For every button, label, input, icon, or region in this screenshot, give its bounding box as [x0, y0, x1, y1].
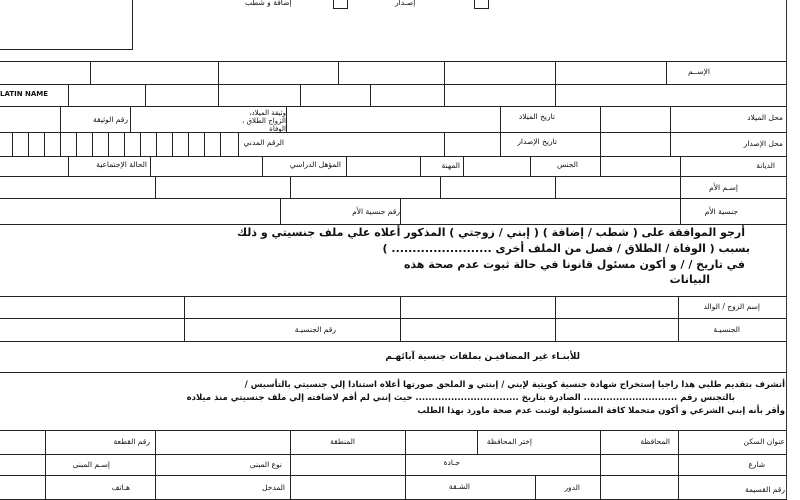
grid-line — [76, 132, 77, 156]
issue-checkbox[interactable] — [474, 0, 489, 9]
grid-line — [680, 176, 681, 198]
grid-line — [0, 106, 786, 107]
grid-line — [60, 132, 61, 156]
children-note: للأبنـاء غير المضافيـن بملفات جنسية آبائهـم — [385, 352, 580, 362]
mother-nationality-number-label: رقم جنسية الأم — [352, 207, 400, 216]
grid-line — [108, 132, 109, 156]
grid-line — [45, 430, 46, 500]
grid-line — [0, 475, 786, 476]
grid-line — [0, 198, 786, 199]
document-type-label: وثيقة الميلاد، الزواج الطلاق ، الوفاة — [242, 109, 286, 133]
grid-line — [463, 156, 464, 176]
grid-line — [0, 132, 786, 133]
grid-line — [60, 106, 61, 132]
grid-line — [0, 156, 786, 157]
grid-line — [555, 84, 556, 106]
education-label: المؤهل الدراسي — [289, 160, 341, 169]
document-number-label: رقم الوثيقة — [93, 115, 128, 124]
gender-label: الجنس — [556, 160, 578, 169]
grid-line — [530, 156, 531, 176]
governorate-select-label[interactable]: إختر المحافظة — [486, 437, 532, 446]
grid-line — [290, 430, 291, 500]
grid-line — [0, 372, 786, 373]
grid-line — [680, 198, 681, 224]
avenue-label: جـادة — [443, 458, 460, 467]
request-line-4: البيانات — [669, 273, 710, 286]
apartment-label: الشـقة — [448, 482, 470, 491]
grid-line — [220, 132, 221, 156]
grid-line — [172, 132, 173, 156]
building-type-label: نوع المبنى — [249, 460, 282, 469]
grid-line — [124, 132, 125, 156]
grid-line — [400, 198, 401, 224]
grid-line — [680, 156, 681, 176]
request-line-2: بسبب ( الوفاة / الطلاق / فصل من الملف أخرى ........................ ) — [382, 242, 750, 255]
marital-status-label: الحالة الإجتماعية — [96, 160, 147, 169]
address-label: عنوان السكن — [743, 437, 785, 446]
grid-line — [204, 132, 205, 156]
grid-line — [90, 61, 91, 84]
job-label: المهنة — [441, 161, 460, 170]
form-right-border — [786, 0, 787, 500]
declaration-line-1: أتشرف بتقديم طلبي هذا راجيا إستخراج شهادة جنسية كويتية لإبني / إبنتي و الملحق صورتها أعلاه استنادا إلي جنسيتي بالتأسيس / — [244, 380, 785, 390]
grid-line — [338, 61, 339, 84]
civil-id-label: الرقم المدني — [243, 138, 284, 147]
issue-date-label: تاريخ الإصدار — [517, 137, 557, 146]
grid-line — [155, 176, 156, 198]
grid-line — [405, 430, 406, 500]
grid-line — [444, 61, 445, 84]
grid-line — [238, 132, 239, 156]
grid-line — [218, 61, 219, 84]
grid-line — [0, 454, 786, 455]
mother-nationality-label: جنسية الأم — [704, 207, 738, 216]
grid-line — [670, 106, 671, 132]
grid-line — [500, 132, 501, 156]
grid-line — [0, 84, 786, 85]
grid-line — [555, 296, 556, 341]
mother-name-label: إسـم الأم — [709, 183, 738, 192]
grid-line — [0, 61, 786, 62]
grid-line — [12, 132, 13, 156]
grid-line — [555, 176, 556, 198]
guardian-nationality-label: الجنسيـة — [713, 325, 740, 334]
grid-line — [0, 318, 786, 319]
floor-label: الدور — [564, 483, 580, 492]
grid-line — [444, 132, 445, 156]
grid-line — [0, 341, 786, 342]
name-label: الإســم — [687, 67, 710, 76]
grid-line — [145, 84, 146, 106]
entrance-label: المدخل — [262, 483, 285, 492]
plot-number-label: رقم القطعة — [113, 437, 150, 446]
latin-name-label: LATIN NAME — [0, 90, 49, 98]
phone-label: هـاتف — [111, 483, 130, 492]
grid-line — [156, 132, 157, 156]
grid-line — [535, 475, 536, 500]
grid-line — [0, 176, 786, 177]
grid-line — [155, 430, 156, 500]
grid-line — [188, 132, 189, 156]
governorate-label: المحافظة — [640, 437, 670, 446]
grid-line — [28, 132, 29, 156]
grid-line — [678, 430, 679, 500]
grid-line — [670, 132, 671, 156]
area-label: المنطقة — [330, 437, 355, 446]
grid-line — [262, 156, 263, 176]
grid-line — [346, 156, 347, 176]
declaration-line-2: بالتجنس رقم ............................. الصادرة بتاريخ ................................ حيث إنني لم أقم لاضافته إلي ملف جنسيتي منذ ميلاده — [186, 393, 735, 403]
grid-line — [130, 106, 131, 132]
grid-line — [666, 61, 667, 84]
grid-line — [477, 430, 478, 454]
request-line-3: في تاريخ / / و أكون مسئول قانونا في حالة ثبوت عدم صحة هذه — [403, 258, 745, 271]
photo-box — [0, 0, 133, 50]
grid-line — [500, 106, 501, 132]
add-delete-checkbox[interactable] — [333, 0, 348, 9]
building-name-label: إسـم المبنى — [72, 460, 110, 469]
grid-line — [92, 132, 93, 156]
grid-line — [678, 296, 679, 341]
grid-line — [370, 84, 371, 106]
grid-line — [44, 132, 45, 156]
grid-line — [600, 132, 601, 156]
grid-line — [140, 132, 141, 156]
grid-line — [286, 106, 287, 132]
request-line-1: أرجو الموافقة على ( شطب / إضافة ) ( إبني / زوجتي ) المذكور أعلاه علي ملف جنسيتي و ذلك — [236, 226, 745, 239]
grid-line — [600, 430, 601, 500]
grid-line — [0, 430, 786, 431]
street-label: شارع — [748, 460, 765, 469]
grid-line — [68, 156, 69, 176]
birth-date-label: تاريخ الميلاد — [518, 112, 555, 121]
issue-option-label: إصـدار — [395, 0, 416, 7]
grid-line — [444, 84, 445, 106]
religion-label: الديانة — [756, 161, 775, 170]
grid-line — [0, 296, 786, 297]
grid-line — [150, 156, 151, 176]
grid-line — [600, 106, 601, 132]
guardian-name-label: إسم الزوج / الوالد — [703, 302, 760, 311]
grid-line — [300, 84, 301, 106]
birth-place-label: محل الميلاد — [747, 113, 783, 122]
grid-line — [555, 61, 556, 84]
grid-line — [600, 156, 601, 176]
grid-line — [280, 198, 281, 224]
grid-line — [290, 176, 291, 198]
grid-line — [440, 176, 441, 198]
grid-line — [0, 224, 786, 225]
guardian-nationality-number-label: رقم الجنسيـة — [294, 325, 336, 334]
voucher-number-label: رقم القسيمة — [744, 485, 785, 494]
grid-line — [400, 296, 401, 341]
add-delete-option-label: إضافة و شطب — [245, 0, 292, 7]
declaration-line-3: وأقر بأنه إبني الشرعي و أكون متحملا كافة المسئولية لوثبت عدم صحة ماورد بهذا الطلب — [417, 406, 785, 416]
grid-line — [184, 296, 185, 341]
issue-place-label: محل الإصدار — [743, 139, 783, 148]
grid-line — [218, 84, 219, 106]
